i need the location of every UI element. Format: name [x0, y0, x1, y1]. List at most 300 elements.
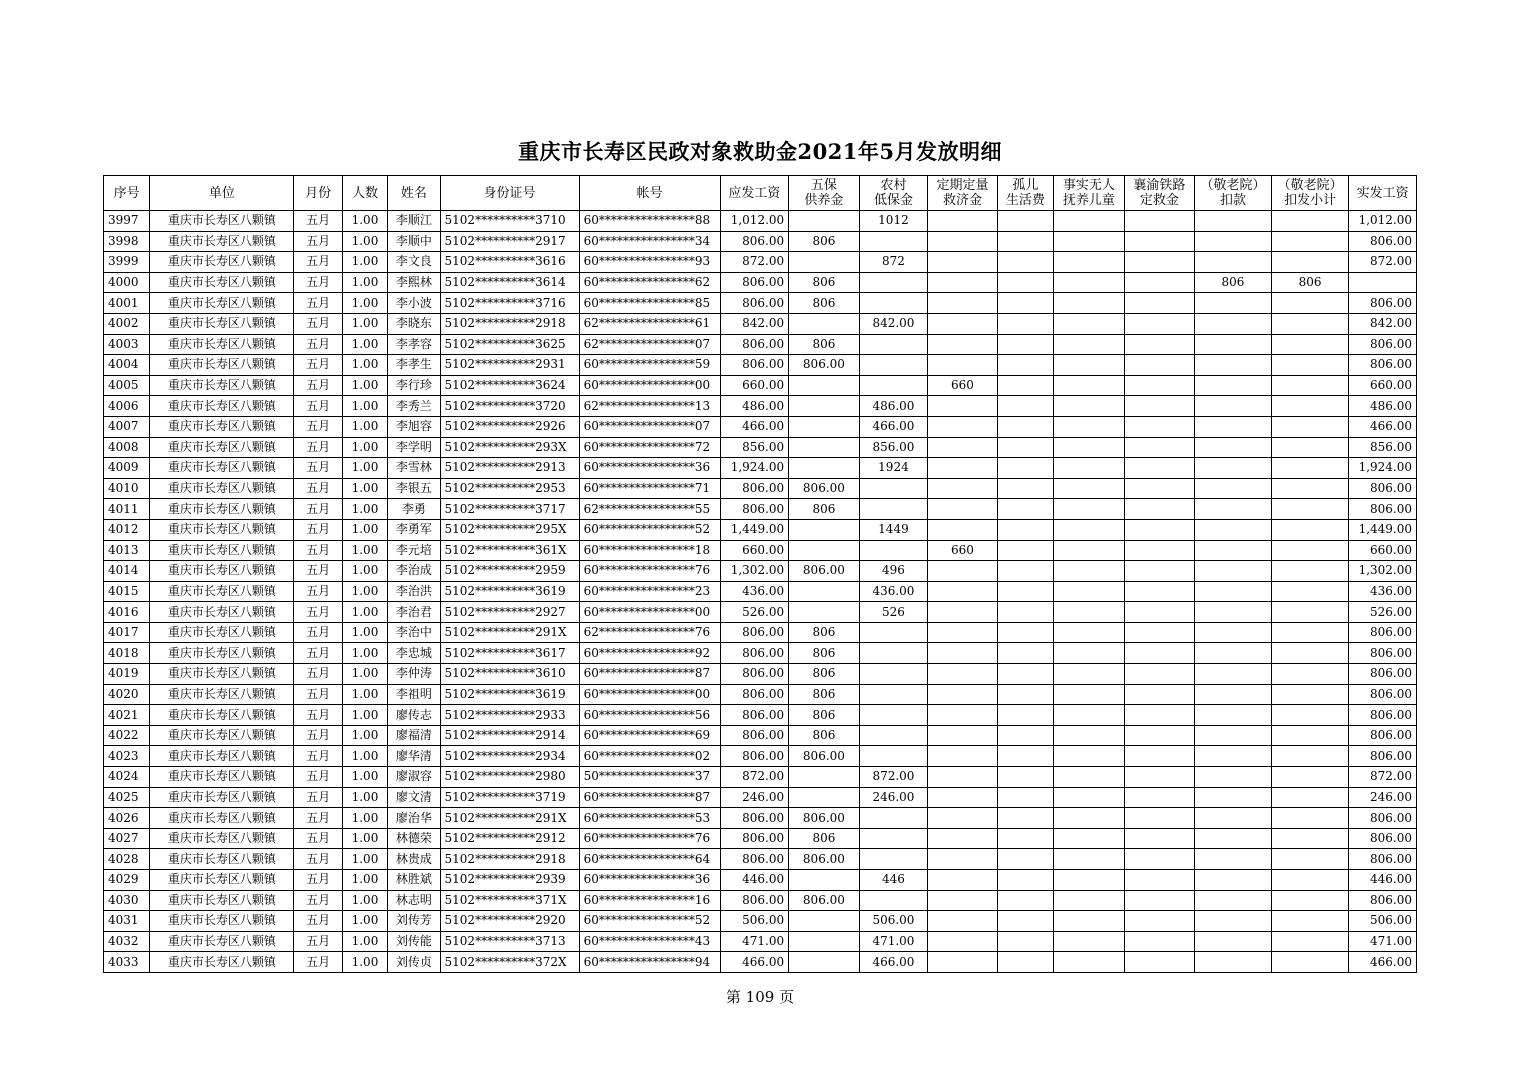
table-cell: 1.00 [342, 602, 387, 623]
table-cell: 重庆市长寿区八颗镇 [150, 602, 294, 623]
table-cell [928, 890, 998, 911]
table-cell: 5102**********3719 [440, 787, 579, 808]
table-cell [1195, 334, 1272, 355]
table-cell: 重庆市长寿区八颗镇 [150, 684, 294, 705]
table-cell [859, 849, 928, 870]
table-cell [1124, 787, 1195, 808]
table-cell: 五月 [294, 828, 342, 849]
table-cell [997, 540, 1053, 561]
table-cell: 486.00 [1349, 396, 1417, 417]
table-cell: 5102**********3614 [440, 272, 579, 293]
table-row [104, 375, 1417, 396]
table-cell: 5102**********2931 [440, 355, 579, 376]
table-cell: 60****************00 [579, 375, 720, 396]
table-cell [1124, 313, 1195, 334]
table-cell [1054, 911, 1125, 932]
table-cell: 李银五 [388, 478, 440, 499]
table-cell [997, 334, 1053, 355]
table-cell [997, 437, 1053, 458]
table-cell [1271, 499, 1349, 520]
table-cell: 806.00 [720, 849, 789, 870]
table-cell [1124, 602, 1195, 623]
table-cell [1054, 849, 1125, 870]
table-cell: 60****************85 [579, 293, 720, 314]
table-cell: 5102**********3610 [440, 664, 579, 685]
column-header: 人数 [342, 176, 387, 211]
table-cell [1124, 375, 1195, 396]
table-cell [1195, 705, 1272, 726]
table-cell: 60****************62 [579, 272, 720, 293]
table-cell [928, 808, 998, 829]
table-cell: 1.00 [342, 767, 387, 788]
table-cell: 466.00 [859, 952, 928, 973]
table-cell [789, 767, 860, 788]
table-cell: 5102**********3617 [440, 643, 579, 664]
table-cell: 1.00 [342, 849, 387, 870]
table-row [104, 293, 1417, 314]
table-cell [997, 787, 1053, 808]
table-cell: 1.00 [342, 252, 387, 273]
table-cell: 五月 [294, 396, 342, 417]
table-cell [997, 767, 1053, 788]
table-cell: 806.00 [1349, 725, 1417, 746]
table-cell: 806.00 [720, 272, 789, 293]
table-row [104, 787, 1417, 808]
column-header: 定期定量 救济金 [928, 176, 998, 211]
table-cell [789, 458, 860, 479]
table-cell: 4017 [104, 622, 150, 643]
table-cell: 872.00 [1349, 767, 1417, 788]
table-cell: 李顺江 [388, 211, 440, 232]
table-cell: 4006 [104, 396, 150, 417]
page-number: 第 109 页 [725, 988, 795, 1006]
table-row [104, 911, 1417, 932]
table-cell: 1.00 [342, 911, 387, 932]
table-cell [1195, 581, 1272, 602]
table-cell [789, 581, 860, 602]
table-cell [1271, 602, 1349, 623]
table-cell [1054, 870, 1125, 891]
table-cell [928, 334, 998, 355]
column-header: 农村 低保金 [859, 176, 928, 211]
table-row [104, 458, 1417, 479]
table-cell: 466.00 [1349, 416, 1417, 437]
table-cell [1195, 458, 1272, 479]
table-cell: 806 [789, 622, 860, 643]
table-cell [859, 622, 928, 643]
table-row [104, 416, 1417, 437]
table-cell [997, 272, 1053, 293]
table-cell [1054, 952, 1125, 973]
table-cell: 重庆市长寿区八颗镇 [150, 705, 294, 726]
table-cell: 806.00 [720, 684, 789, 705]
table-cell [997, 705, 1053, 726]
table-cell: 806.00 [720, 828, 789, 849]
table-cell: 842.00 [859, 313, 928, 334]
table-cell: 重庆市长寿区八颗镇 [150, 231, 294, 252]
table-cell [1124, 478, 1195, 499]
table-cell: 446.00 [720, 870, 789, 891]
table-cell [1271, 519, 1349, 540]
table-cell: 李学明 [388, 437, 440, 458]
table-cell: 重庆市长寿区八颗镇 [150, 416, 294, 437]
table-cell: 50****************37 [579, 767, 720, 788]
table-cell [997, 911, 1053, 932]
table-cell: 五月 [294, 293, 342, 314]
table-cell [1271, 252, 1349, 273]
table-cell [997, 313, 1053, 334]
table-cell [928, 911, 998, 932]
table-cell [1271, 416, 1349, 437]
table-cell: 60****************36 [579, 870, 720, 891]
table-cell: 李文良 [388, 252, 440, 273]
table-cell: 五月 [294, 478, 342, 499]
table-cell: 5102**********2959 [440, 561, 579, 582]
table-cell [1054, 293, 1125, 314]
table-cell: 872.00 [720, 252, 789, 273]
table-cell: 5102**********2918 [440, 849, 579, 870]
table-cell: 660 [928, 540, 998, 561]
table-cell [1271, 313, 1349, 334]
table-cell: 1.00 [342, 952, 387, 973]
table-cell [1271, 437, 1349, 458]
table-cell: 李雪林 [388, 458, 440, 479]
table-cell [928, 416, 998, 437]
table-row [104, 870, 1417, 891]
table-cell: 806 [789, 499, 860, 520]
table-cell: 五月 [294, 334, 342, 355]
table-cell: 60****************53 [579, 808, 720, 829]
table-cell [928, 684, 998, 705]
table-cell [1195, 355, 1272, 376]
table-cell [928, 293, 998, 314]
table-cell: 重庆市长寿区八颗镇 [150, 272, 294, 293]
table-cell: 486.00 [859, 396, 928, 417]
table-cell [1054, 787, 1125, 808]
table-cell: 5102**********2918 [440, 313, 579, 334]
table-cell [1195, 870, 1272, 891]
table-cell: 五月 [294, 622, 342, 643]
table-cell [859, 231, 928, 252]
table-cell: 806.00 [789, 746, 860, 767]
table-cell [1054, 828, 1125, 849]
table-cell: 806.00 [1349, 890, 1417, 911]
table-cell [789, 437, 860, 458]
table-cell: 五月 [294, 252, 342, 273]
table-cell [997, 211, 1053, 232]
table-cell [1195, 767, 1272, 788]
table-cell [789, 911, 860, 932]
table-row [104, 705, 1417, 726]
table-cell [1271, 746, 1349, 767]
table-cell: 5102**********372X [440, 952, 579, 973]
table-cell [1124, 931, 1195, 952]
table-cell [1054, 416, 1125, 437]
table-cell [1271, 870, 1349, 891]
table-cell [997, 725, 1053, 746]
table-cell: 4023 [104, 746, 150, 767]
table-cell [928, 746, 998, 767]
table-cell: 重庆市长寿区八颗镇 [150, 211, 294, 232]
table-cell [1124, 622, 1195, 643]
table-cell: 1.00 [342, 931, 387, 952]
table-cell: 806 [789, 272, 860, 293]
table-row [104, 849, 1417, 870]
table-cell: 60****************16 [579, 890, 720, 911]
table-cell [789, 602, 860, 623]
table-cell [789, 375, 860, 396]
table-cell [1124, 808, 1195, 829]
table-cell [1124, 272, 1195, 293]
table-cell: 重庆市长寿区八颗镇 [150, 890, 294, 911]
table-cell: 1,012.00 [1349, 211, 1417, 232]
table-cell: 5102**********2926 [440, 416, 579, 437]
table-cell: 5102**********291X [440, 808, 579, 829]
table-cell: 五月 [294, 911, 342, 932]
table-row [104, 725, 1417, 746]
table-cell: 1.00 [342, 890, 387, 911]
table-row [104, 396, 1417, 417]
table-cell: 872.00 [859, 767, 928, 788]
table-cell: 60****************94 [579, 952, 720, 973]
table-cell: 3999 [104, 252, 150, 273]
table-cell: 872.00 [720, 767, 789, 788]
table-cell: 506.00 [1349, 911, 1417, 932]
table-cell: 重庆市长寿区八颗镇 [150, 911, 294, 932]
table-row [104, 499, 1417, 520]
table-cell: 872 [859, 252, 928, 273]
table-cell [1054, 540, 1125, 561]
table-cell [1271, 478, 1349, 499]
table-cell: 806.00 [789, 849, 860, 870]
table-cell [997, 252, 1053, 273]
table-cell: 4011 [104, 499, 150, 520]
table-row [104, 313, 1417, 334]
table-row [104, 746, 1417, 767]
table-cell [997, 746, 1053, 767]
table-cell: 1.00 [342, 808, 387, 829]
table-cell: 62****************07 [579, 334, 720, 355]
table-cell: 5102**********2953 [440, 478, 579, 499]
table-cell: 1449 [859, 519, 928, 540]
table-cell [997, 849, 1053, 870]
table-cell [1124, 643, 1195, 664]
table-row [104, 334, 1417, 355]
table-cell: 李行珍 [388, 375, 440, 396]
table-cell [928, 664, 998, 685]
table-cell: 五月 [294, 561, 342, 582]
table-cell: 60****************69 [579, 725, 720, 746]
table-cell: 1,924.00 [720, 458, 789, 479]
table-cell [928, 396, 998, 417]
table-cell [997, 416, 1053, 437]
table-cell [1195, 416, 1272, 437]
table-cell: 李仲涛 [388, 664, 440, 685]
table-cell [859, 725, 928, 746]
table-cell [1054, 705, 1125, 726]
table-cell: 60****************93 [579, 252, 720, 273]
table-cell [1054, 519, 1125, 540]
table-cell: 806.00 [1349, 746, 1417, 767]
table-cell [789, 396, 860, 417]
table-cell: 1.00 [342, 293, 387, 314]
table-cell [1271, 705, 1349, 726]
table-cell [1124, 458, 1195, 479]
table-cell [1054, 334, 1125, 355]
table-cell [1271, 911, 1349, 932]
table-row [104, 808, 1417, 829]
table-cell: 62****************13 [579, 396, 720, 417]
table-cell [1124, 355, 1195, 376]
table-cell: 446 [859, 870, 928, 891]
table-cell [928, 231, 998, 252]
table-cell: 5102**********3625 [440, 334, 579, 355]
table-cell [859, 272, 928, 293]
table-cell: 李顺中 [388, 231, 440, 252]
table-cell: 重庆市长寿区八颗镇 [150, 622, 294, 643]
column-header: 事实无人 抚养儿童 [1054, 176, 1125, 211]
table-cell: 660.00 [1349, 375, 1417, 396]
table-row [104, 767, 1417, 788]
table-cell [1054, 478, 1125, 499]
table-cell: 5102**********361X [440, 540, 579, 561]
column-header: 帐号 [579, 176, 720, 211]
table-cell: 5102**********2920 [440, 911, 579, 932]
table-cell [997, 581, 1053, 602]
table-cell: 林德荣 [388, 828, 440, 849]
table-cell [1054, 252, 1125, 273]
table-cell: 1,302.00 [1349, 561, 1417, 582]
table-cell [1124, 499, 1195, 520]
table-cell: 廖福清 [388, 725, 440, 746]
table-cell: 436.00 [859, 581, 928, 602]
table-cell: 李孝容 [388, 334, 440, 355]
table-cell: 806.00 [720, 746, 789, 767]
table-cell: 872.00 [1349, 252, 1417, 273]
table-cell: 重庆市长寿区八颗镇 [150, 313, 294, 334]
table-cell [1124, 849, 1195, 870]
table-cell [997, 458, 1053, 479]
table-cell: 重庆市长寿区八颗镇 [150, 252, 294, 273]
table-cell: 5102**********2912 [440, 828, 579, 849]
table-cell: 4019 [104, 664, 150, 685]
table-cell: 806.00 [1349, 478, 1417, 499]
table-cell: 林志明 [388, 890, 440, 911]
table-cell [928, 499, 998, 520]
table-cell [1124, 911, 1195, 932]
table-cell [1271, 540, 1349, 561]
table-cell: 4013 [104, 540, 150, 561]
table-cell [1124, 396, 1195, 417]
table-cell: 1.00 [342, 231, 387, 252]
table-cell [1124, 767, 1195, 788]
table-cell [928, 272, 998, 293]
table-cell [928, 458, 998, 479]
table-cell: 806 [789, 231, 860, 252]
table-row [104, 231, 1417, 252]
table-cell: 1.00 [342, 664, 387, 685]
table-cell [1195, 952, 1272, 973]
table-cell [1124, 561, 1195, 582]
table-cell: 4005 [104, 375, 150, 396]
table-cell: 3998 [104, 231, 150, 252]
table-cell: 60****************59 [579, 355, 720, 376]
table-cell [1054, 499, 1125, 520]
table-cell: 重庆市长寿区八颗镇 [150, 293, 294, 314]
table-cell [1271, 581, 1349, 602]
table-row [104, 664, 1417, 685]
table-cell [928, 931, 998, 952]
table-cell [789, 211, 860, 232]
table-cell: 5102**********2939 [440, 870, 579, 891]
table-cell [928, 313, 998, 334]
table-cell: 李治君 [388, 602, 440, 623]
table-cell: 五月 [294, 705, 342, 726]
table-cell [1054, 890, 1125, 911]
table-cell: 466.00 [1349, 952, 1417, 973]
table-cell: 806.00 [720, 808, 789, 829]
table-cell: 重庆市长寿区八颗镇 [150, 849, 294, 870]
table-cell: 廖治华 [388, 808, 440, 829]
table-cell [1195, 313, 1272, 334]
table-cell: 436.00 [1349, 581, 1417, 602]
table-cell: 60****************34 [579, 231, 720, 252]
table-cell: 4030 [104, 890, 150, 911]
table-cell: 1.00 [342, 581, 387, 602]
table-cell: 856.00 [859, 437, 928, 458]
table-cell: 4031 [104, 911, 150, 932]
table-cell: 60****************87 [579, 787, 720, 808]
table-cell: 466.00 [720, 952, 789, 973]
table-cell [1124, 828, 1195, 849]
table-cell [859, 540, 928, 561]
table-cell: 806.00 [720, 725, 789, 746]
table-cell: 重庆市长寿区八颗镇 [150, 746, 294, 767]
column-header: 实发工资 [1349, 176, 1417, 211]
table-cell: 5102**********3619 [440, 684, 579, 705]
table-cell [1054, 725, 1125, 746]
table-cell [997, 952, 1053, 973]
table-cell [1054, 767, 1125, 788]
table-cell: 856.00 [720, 437, 789, 458]
table-cell: 806 [789, 664, 860, 685]
table-cell [859, 828, 928, 849]
table-cell: 五月 [294, 540, 342, 561]
table-cell: 4026 [104, 808, 150, 829]
table-cell: 李熙林 [388, 272, 440, 293]
table-cell: 4024 [104, 767, 150, 788]
table-cell: 806.00 [720, 499, 789, 520]
table-row [104, 581, 1417, 602]
table-cell: 5102**********2913 [440, 458, 579, 479]
table-header-row [104, 176, 1417, 211]
table-cell: 60****************00 [579, 602, 720, 623]
table-cell: 4020 [104, 684, 150, 705]
table-cell: 446.00 [1349, 870, 1417, 891]
column-header: 序号 [104, 176, 150, 211]
table-cell: 526.00 [720, 602, 789, 623]
table-cell [997, 478, 1053, 499]
table-cell: 62****************61 [579, 313, 720, 334]
table-cell: 806.00 [789, 808, 860, 829]
table-cell [859, 746, 928, 767]
table-cell: 60****************36 [579, 458, 720, 479]
table-cell [859, 684, 928, 705]
table-cell: 4004 [104, 355, 150, 376]
table-cell [1271, 622, 1349, 643]
table-cell: 806.00 [720, 334, 789, 355]
table-cell [1124, 725, 1195, 746]
